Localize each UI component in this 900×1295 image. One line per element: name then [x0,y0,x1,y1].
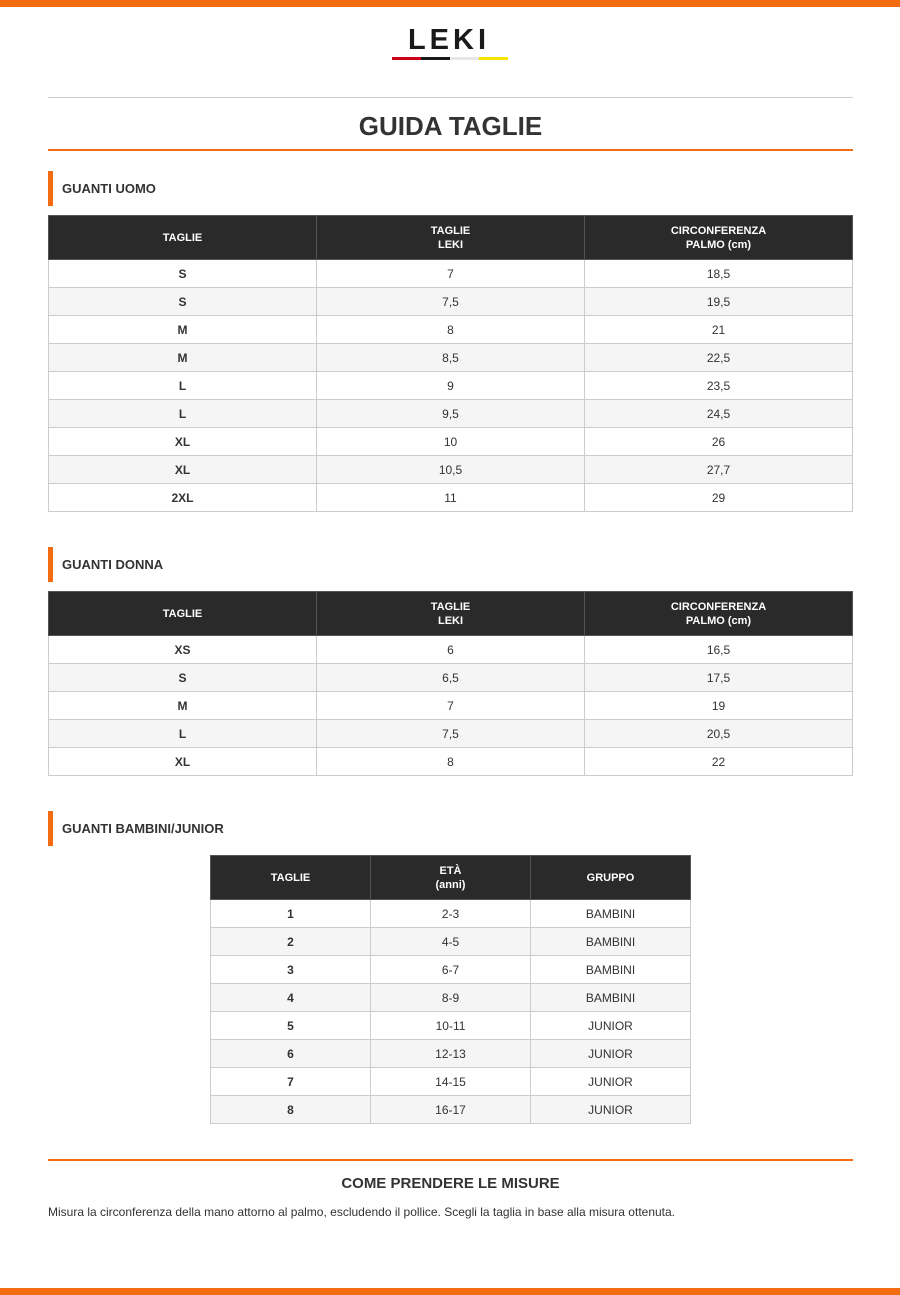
column-header-line: GRUPPO [586,871,635,884]
table-cell: 9 [317,372,585,400]
table-cell: XL [49,456,317,484]
top-accent-bar [0,0,900,7]
table-cell: L [49,372,317,400]
table-cell: BAMBINI [531,956,691,984]
table-cell: 22,5 [585,344,853,372]
women-size-table [48,591,853,776]
column-header-line: CIRCONFERENZA [670,224,767,237]
table-cell: 7 [211,1068,371,1096]
table-cell: M [49,344,317,372]
table-cell: 2 [211,928,371,956]
table-row [49,344,853,372]
table-cell: XS [49,636,317,664]
table-row [211,984,691,1012]
table-cell: 29 [585,484,853,512]
table-cell: M [49,316,317,344]
table-cell: 8-9 [371,984,531,1012]
table-cell: S [49,664,317,692]
table-cell: 4-5 [371,928,531,956]
table-cell: XL [49,748,317,776]
table-row [211,1096,691,1124]
logo-color-stripe [392,57,508,60]
table-header-row [211,856,691,900]
table-cell: 16-17 [371,1096,531,1124]
column-header-line: PALMO (cm) [685,614,752,627]
table-cell: M [49,692,317,720]
section-kids-title: GUANTI BAMBINI/JUNIOR [62,821,224,836]
table-row [49,260,853,288]
table-row [49,664,853,692]
column-header-line: LEKI [437,614,464,627]
table-cell: JUNIOR [531,1096,691,1124]
table-cell: 17,5 [585,664,853,692]
table-cell: S [49,288,317,316]
column-header-line: TAGLIE [270,871,311,884]
column-header-line: TAGLIE [162,231,203,244]
table-cell: 5 [211,1012,371,1040]
table-cell: 21 [585,316,853,344]
table-row [49,636,853,664]
table-cell: 1 [211,900,371,928]
column-header-line: TAGLIE [430,600,471,613]
column-header-line: TAGLIE [430,224,471,237]
kids-size-table [210,855,691,1124]
table-row [211,1068,691,1096]
table-row [49,456,853,484]
column-header [49,592,317,636]
header-divider [48,97,853,98]
column-header [371,856,531,900]
table-row [49,748,853,776]
table-cell: 11 [317,484,585,512]
table-cell: 8 [317,316,585,344]
measure-instructions: Misura la circonferenza della mano attorno al palmo, escludendo il pollice. Scegli la taglia in base alla misura ottenuta. [48,1205,676,1219]
column-header-line: LEKI [437,238,464,251]
table-cell: 24,5 [585,400,853,428]
section-accent [48,171,53,206]
table-cell: 12-13 [371,1040,531,1068]
table-cell: 16,5 [585,636,853,664]
section-accent [48,547,53,582]
table-cell: 7 [317,692,585,720]
table-cell: 27,7 [585,456,853,484]
table-cell: BAMBINI [531,984,691,1012]
section-men-title: GUANTI UOMO [62,181,156,196]
column-header-line: PALMO (cm) [685,238,752,251]
table-cell: 7 [317,260,585,288]
table-cell: 10-11 [371,1012,531,1040]
table-cell: 3 [211,956,371,984]
table-cell: XL [49,428,317,456]
table-row [49,692,853,720]
column-header [585,216,853,260]
table-row [49,720,853,748]
column-header [585,592,853,636]
table-header-row [49,216,853,260]
table-cell: 6 [211,1040,371,1068]
section-women-title: GUANTI DONNA [62,557,164,572]
bottom-accent-bar [0,1288,900,1295]
table-cell: 20,5 [585,720,853,748]
table-cell: 10 [317,428,585,456]
column-header [317,216,585,260]
column-header-line: CIRCONFERENZA [670,600,767,613]
table-cell: JUNIOR [531,1040,691,1068]
table-cell: 9,5 [317,400,585,428]
measure-title: COME PRENDERE LE MISURE [341,1175,560,1192]
logo-wordmark: LEKI [407,24,491,56]
section-men-heading [48,171,156,206]
table-cell: 10,5 [317,456,585,484]
leki-logo [390,25,510,63]
table-cell: 19 [585,692,853,720]
section-kids-heading [48,811,224,846]
table-cell: BAMBINI [531,928,691,956]
page-title: GUIDA TAGLIE [358,111,543,141]
table-row [211,1040,691,1068]
measure-divider [48,1159,853,1161]
table-cell: 8,5 [317,344,585,372]
column-header [317,592,585,636]
column-header [211,856,371,900]
table-row [49,316,853,344]
table-cell: JUNIOR [531,1012,691,1040]
table-cell: 18,5 [585,260,853,288]
table-cell: 2XL [49,484,317,512]
title-underline [48,149,853,151]
table-cell: 6 [317,636,585,664]
section-accent [48,811,53,846]
column-header-line: ETÀ [439,864,462,877]
table-row [49,400,853,428]
table-row [49,288,853,316]
table-row [49,484,853,512]
table-row [49,428,853,456]
table-row [211,1012,691,1040]
table-cell: L [49,400,317,428]
table-row [49,372,853,400]
table-cell: L [49,720,317,748]
table-cell: 26 [585,428,853,456]
table-cell: 2-3 [371,900,531,928]
table-cell: 6,5 [317,664,585,692]
table-header-row [49,592,853,636]
table-cell: 23,5 [585,372,853,400]
men-size-table [48,215,853,512]
table-cell: 8 [317,748,585,776]
column-header-line: (anni) [435,878,466,891]
column-header-line: TAGLIE [162,607,203,620]
section-women-heading [48,547,163,582]
table-cell: 14-15 [371,1068,531,1096]
table-cell: S [49,260,317,288]
table-cell: 8 [211,1096,371,1124]
table-cell: 22 [585,748,853,776]
column-header [531,856,691,900]
table-cell: 19,5 [585,288,853,316]
table-row [211,900,691,928]
column-header [49,216,317,260]
table-cell: BAMBINI [531,900,691,928]
table-cell: 7,5 [317,720,585,748]
table-cell: 6-7 [371,956,531,984]
table-row [211,928,691,956]
table-cell: 7,5 [317,288,585,316]
table-row [211,956,691,984]
table-cell: 4 [211,984,371,1012]
table-cell: JUNIOR [531,1068,691,1096]
